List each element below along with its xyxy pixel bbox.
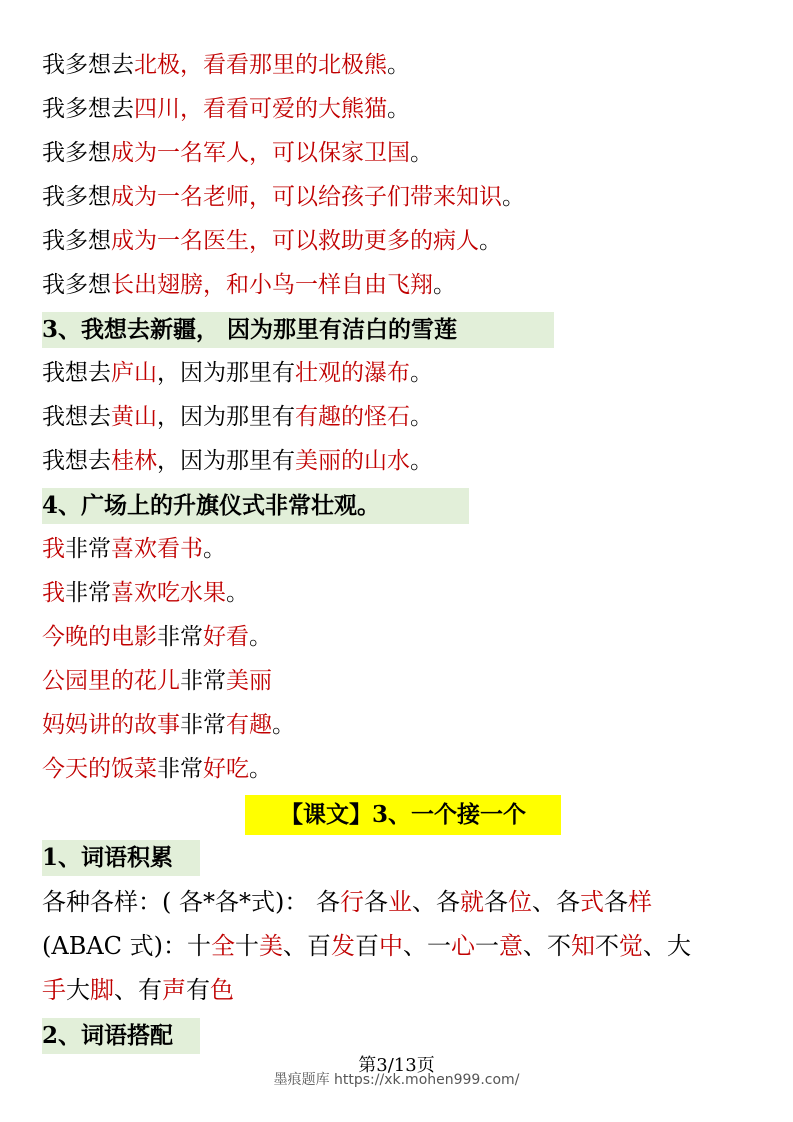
plain-text: 非常 [180,712,226,738]
plain-text: 。 [272,712,295,738]
sentence-line [42,50,410,80]
plain-text: 、不 [523,932,572,960]
highlight-text: 发 [331,932,356,960]
plain-text: 我想去 [42,404,111,430]
plain-text: 我多想 [42,228,111,254]
highlight-text: 美 [259,932,284,960]
highlight-text: 成为一名军人，可以保家卫国 [111,140,410,166]
sentence-line [42,402,433,432]
highlight-text: 庐山 [111,360,157,386]
highlight-text: 美丽的山水 [295,448,410,474]
section-heading-collocation: 2、词语搭配 [42,1018,200,1054]
highlight-text: 声 [162,976,186,1004]
highlight-text: 式 [579,888,604,916]
plain-text: 我多想 [42,272,111,298]
plain-text: 各种各样：( 各*各*式)： 各 [42,888,340,916]
plain-text: 。 [410,360,433,386]
vocab-line [42,975,234,1005]
highlight-text: 壮观的瀑布 [295,360,410,386]
sentence-line [42,270,456,300]
highlight-text: 成为一名医生，可以救助更多的病人 [111,228,479,254]
highlight-text: 有趣的怪石 [295,404,410,430]
plain-text: 各 [603,888,628,916]
highlight-text: 长出翅膀，和小鸟一样自由飞翔 [111,272,433,298]
plain-text: 。 [479,228,502,254]
example-heading-3: 3、我想去新疆， 因为那里有洁白的雪莲 [42,312,554,348]
highlight-text: 意 [499,932,524,960]
plain-text: 。 [387,96,410,122]
sentence-line [42,622,272,652]
plain-text: 大 [66,976,90,1004]
highlight-text: 桂林 [111,448,157,474]
plain-text: ，因为那里有 [157,448,295,474]
plain-text: 。 [249,756,272,782]
highlight-text: 北极，看看那里的北极熊 [134,52,387,78]
plain-text: 各 [483,888,508,916]
highlight-text: 位 [507,888,532,916]
highlight-text: 色 [210,976,234,1004]
plain-text: 。 [226,580,249,606]
plain-text: 十 [235,932,260,960]
highlight-text: 今天的饭菜 [42,756,157,782]
sentence-line [42,578,249,608]
plain-text: 非常 [157,624,203,650]
highlight-text: 有趣 [226,712,272,738]
plain-text: 。 [410,140,433,166]
plain-text: 我想去 [42,360,111,386]
plain-text: 。 [410,448,433,474]
highlight-text: 样 [627,888,652,916]
section-heading-vocab: 1、词语积累 [42,840,200,876]
plain-text: 、大 [643,932,692,960]
plain-text: 我多想去 [42,96,134,122]
highlight-text: 喜欢吃水果 [111,580,226,606]
highlight-text: 公园里的花儿 [42,668,180,694]
site-watermark: 墨痕题库 https://xk.mohen999.com/ [273,1072,520,1088]
highlight-text: 我 [42,580,65,606]
plain-text: 。 [410,404,433,430]
highlight-text: 喜欢看书 [111,536,203,562]
highlight-text: 今晚的电影 [42,624,157,650]
plain-text: 非常 [180,668,226,694]
plain-text: 。 [433,272,456,298]
plain-text: 、百 [283,932,332,960]
sentence-line [42,754,272,784]
plain-text: 、一 [403,932,452,960]
vocab-line [42,887,652,917]
plain-text: 百 [355,932,380,960]
plain-text: 。 [387,52,410,78]
sentence-line [42,358,433,388]
plain-text: ，因为那里有 [157,360,295,386]
highlight-text: 知 [571,932,596,960]
highlight-text: 黄山 [111,404,157,430]
highlight-text: 心 [451,932,476,960]
plain-text: ，因为那里有 [157,404,295,430]
sentence-line [42,138,433,168]
highlight-text: 四川，看看可爱的大熊猫 [134,96,387,122]
sentence-line [42,666,272,696]
highlight-text: 成为一名老师，可以给孩子们带来知识 [111,184,502,210]
highlight-text: 好吃 [203,756,249,782]
sentence-line [42,226,502,256]
plain-text: 我多想 [42,140,111,166]
example-heading-4: 4、广场上的升旗仪式非常壮观。 [42,488,469,524]
plain-text: 非常 [157,756,203,782]
plain-text: 我想去 [42,448,111,474]
plain-text: 不 [595,932,620,960]
plain-text: 非常 [65,580,111,606]
plain-text: 有 [186,976,210,1004]
plain-text: 非常 [65,536,111,562]
highlight-text: 就 [459,888,484,916]
highlight-text: 我 [42,536,65,562]
plain-text: 、各 [411,888,460,916]
plain-text: 。 [249,624,272,650]
page-number: 第3/13页 [358,1055,435,1076]
plain-text: 、有 [114,976,162,1004]
plain-text: 我多想去 [42,52,134,78]
highlight-text: 行 [339,888,364,916]
plain-text: 各 [363,888,388,916]
plain-text: 、各 [531,888,580,916]
plain-text: 。 [203,536,226,562]
highlight-text: 手 [42,976,66,1004]
sentence-line [42,534,226,564]
highlight-text: 全 [211,932,236,960]
highlight-text: 好看 [203,624,249,650]
highlight-text: 业 [387,888,412,916]
highlight-text: 美丽 [226,668,272,694]
plain-text: 我多想 [42,184,111,210]
plain-text: 一 [475,932,500,960]
vocab-line [42,931,691,961]
highlight-text: 脚 [90,976,114,1004]
highlight-text: 觉 [619,932,644,960]
sentence-line [42,182,525,212]
plain-text: 。 [502,184,525,210]
highlight-text: 妈妈讲的故事 [42,712,180,738]
highlight-text: 中 [379,932,404,960]
sentence-line [42,710,295,740]
sentence-line [42,94,410,124]
plain-text: (ABAC 式)：十 [42,932,212,960]
lesson-title: 【课文】3、一个接一个 [245,795,561,835]
sentence-line [42,446,433,476]
